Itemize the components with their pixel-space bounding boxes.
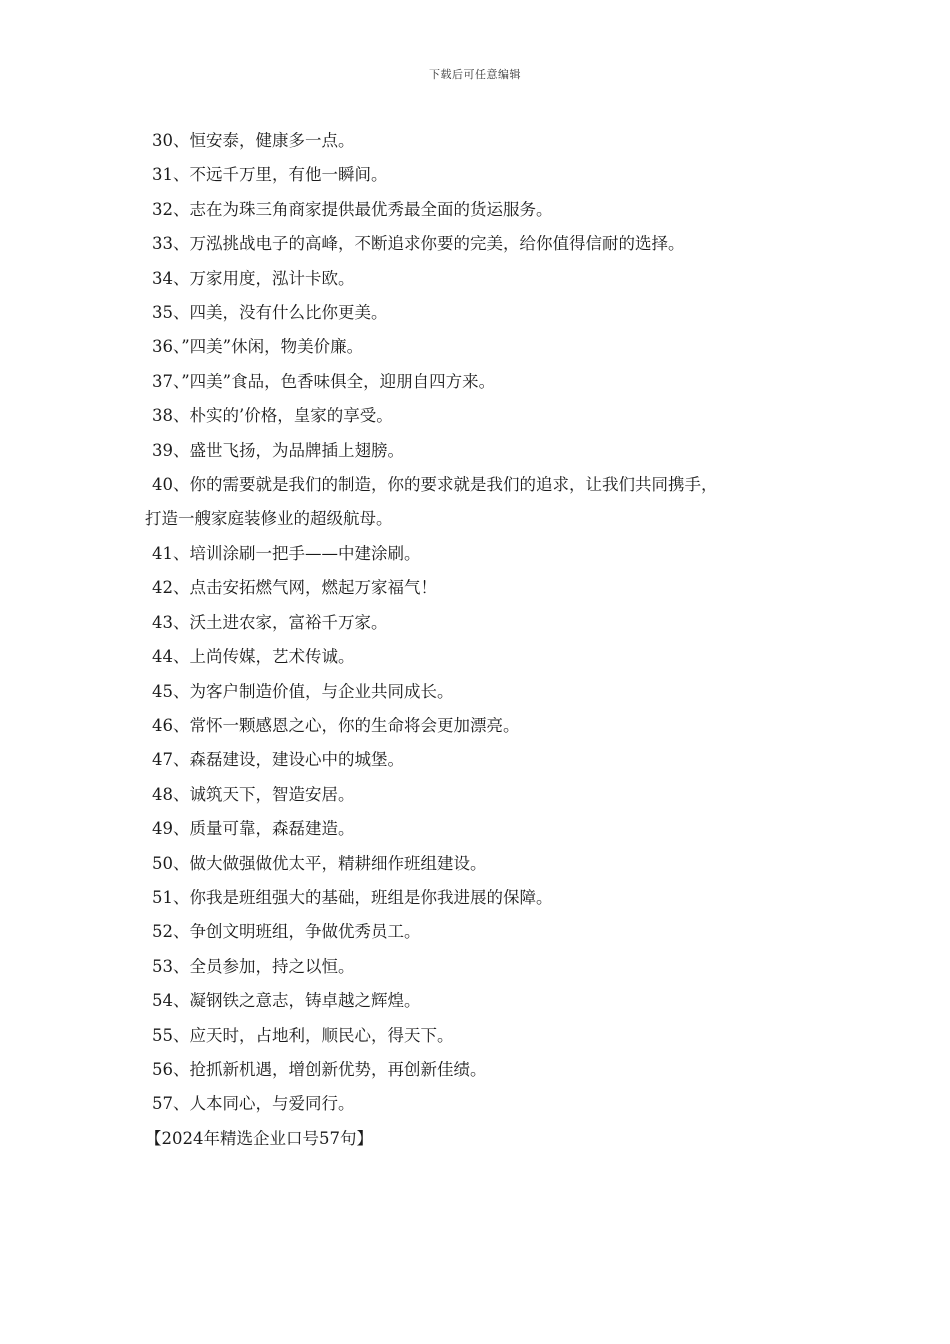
list-item: 37、”四美”食品，色香味俱全，迎朋自四方来。: [152, 371, 496, 391]
list-item-40-line-1: 40、你的需要就是我们的制造，你的要求就是我们的追求，让我们共同携手，: [152, 475, 718, 495]
list-item: 54、凝钢铁之意志，铸卓越之辉煌。: [152, 991, 421, 1011]
list-item: 43、沃土进农家，富裕千万家。: [152, 612, 388, 632]
list-item: 48、诚筑天下，智造安居。: [152, 784, 355, 804]
list-item: 42、点击安拓燃气网，燃起万家福气！: [152, 578, 437, 598]
list-item: 36、”四美”休闲，物美价廉。: [152, 337, 364, 357]
list-item: 49、质量可靠，森磊建造。: [152, 819, 355, 839]
list-item: 51、你我是班组强大的基础，班组是你我进展的保障。: [152, 887, 553, 907]
list-item: 39、盛世飞扬，为品牌插上翅膀。: [152, 440, 404, 460]
document-title: 【2024年精选企业口号57句】: [145, 1128, 373, 1148]
list-item: 56、抢抓新机遇，增创新优势，再创新佳绩。: [152, 1059, 487, 1079]
list-item: 33、万泓挑战电子的高峰，不断追求你要的完美，给你值得信耐的选择。: [152, 234, 685, 254]
list-item: 50、做大做强做优太平，精耕细作班组建设。: [152, 853, 487, 873]
list-item: 35、四美，没有什么比你更美。: [152, 303, 388, 323]
list-item: 55、应天时，占地利，顺民心，得天下。: [152, 1025, 454, 1045]
list-item: 34、万家用度，泓计卡欧。: [152, 268, 355, 288]
slogan-list: [145, 124, 815, 1156]
list-item: 46、常怀一颗感恩之心，你的生命将会更加漂亮。: [152, 715, 520, 735]
list-item: 53、全员参加，持之以恒。: [152, 956, 355, 976]
list-item: 47、森磊建设，建设心中的城堡。: [152, 750, 404, 770]
list-item: 41、培训涂刷一把手——中建涂刷。: [152, 543, 421, 563]
list-item: 44、上尚传媒，艺术传诚。: [152, 647, 355, 667]
list-item: 45、为客户制造价值，与企业共同成长。: [152, 681, 454, 701]
page-header: 下载后可任意编辑: [429, 68, 521, 81]
list-item: 31、不远千万里，有他一瞬间。: [152, 165, 388, 185]
list-item: 30、恒安泰，健康多一点。: [152, 131, 355, 150]
list-item: 52、争创文明班组，争做优秀员工。: [152, 922, 421, 942]
list-item-40-line-2: 打造一艘家庭装修业的超级航母。: [145, 509, 393, 529]
list-item: 32、志在为珠三角商家提供最优秀最全面的货运服务。: [152, 199, 553, 219]
list-item: 38、朴实的’价格，皇家的享受。: [152, 406, 393, 426]
list-item: 57、人本同心，与爱同行。: [152, 1094, 355, 1114]
